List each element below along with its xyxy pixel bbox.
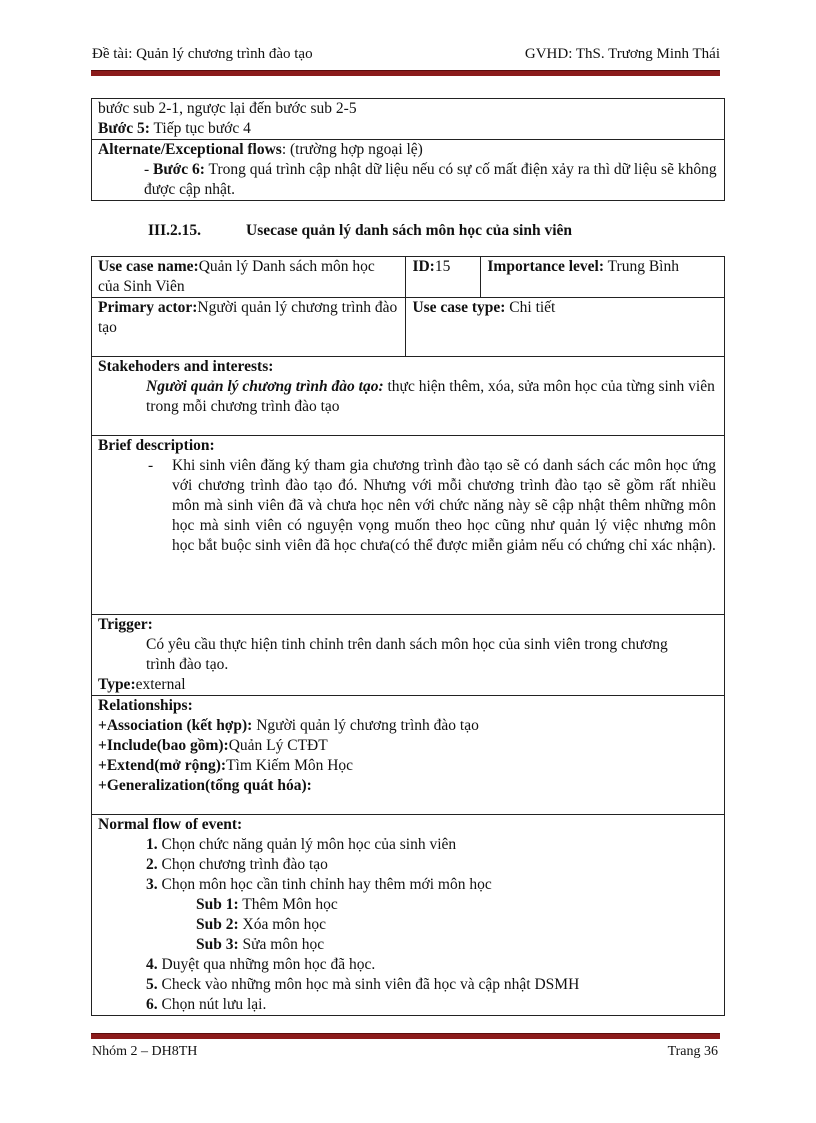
usecase-id-cell: ID:15 xyxy=(406,257,481,298)
prev-step5: Bước 5: Tiếp tục bước 4 xyxy=(98,120,251,137)
section-number: III.2.15. xyxy=(148,222,201,239)
normal-flow-cell xyxy=(92,815,725,1016)
brief-description-cell xyxy=(92,436,725,615)
normal-flow-heading: Normal flow of event: xyxy=(98,816,243,833)
header-right: GVHD: ThS. Trương Minh Thái xyxy=(524,46,720,62)
flow-substep: Sub 3: Sửa môn học xyxy=(196,936,325,953)
header-rule xyxy=(91,70,720,76)
previous-usecase-table xyxy=(91,98,725,201)
alternate-flows-heading: Alternate/Exceptional flows: (trường hợp ngoại lệ) xyxy=(98,141,423,158)
usecase-table xyxy=(91,256,725,1016)
association-line: +Association (kết hợp): Người quản lý chương trình đào tạo xyxy=(98,717,479,734)
flow-step: 6. Chọn nút lưu lại. xyxy=(146,996,267,1013)
prev-steps-cell xyxy=(92,99,725,140)
footer-right: Trang 36 xyxy=(667,1044,718,1059)
flow-substep: Sub 1: Thêm Môn học xyxy=(196,896,338,913)
section-title: Usecase quản lý danh sách môn học của sinh viên xyxy=(246,222,572,239)
generalization-line: +Generalization(tổng quát hóa): xyxy=(98,777,312,794)
importance-cell: Importance level: Trung Bình xyxy=(481,257,725,298)
header-left: Đề tài: Quản lý chương trình đào tạo xyxy=(92,46,313,62)
include-line: +Include(bao gồm):Quản Lý CTĐT xyxy=(98,737,328,754)
flow-substep: Sub 2: Xóa môn học xyxy=(196,916,327,933)
usecase-name-cell: Use case name:Quản lý Danh sách môn học của Sinh Viên xyxy=(92,257,406,298)
flow-step: 2. Chọn chương trình đào tạo xyxy=(146,856,328,873)
stakeholders-heading: Stakehoders and interests: xyxy=(98,358,274,375)
brief-body xyxy=(98,456,718,556)
flow-step: 5. Check vào những môn học mà sinh viên đã học và cập nhật DSMH xyxy=(146,976,580,993)
stakeholders-text: Người quản lý chương trình đào tạo: thực hiện thêm, xóa, sửa môn học của từng sinh viên trong mỗi chương trình đào tạo xyxy=(146,378,715,415)
prev-line: bước sub 2-1, ngược lại đến bước sub 2-5 xyxy=(98,100,357,117)
extend-line: +Extend(mở rộng):Tìm Kiếm Môn Học xyxy=(98,757,354,774)
footer-left: Nhóm 2 – DH8TH xyxy=(92,1044,198,1059)
relationships-heading: Relationships: xyxy=(98,697,193,714)
trigger-cell xyxy=(92,615,725,696)
usecase-type-cell: Use case type: Chi tiết xyxy=(406,298,725,357)
flow-step: 3. Chọn môn học cần tinh chỉnh hay thêm mới môn học xyxy=(146,876,492,893)
relationships-cell xyxy=(92,696,725,815)
stakeholders-cell xyxy=(92,357,725,436)
brief-dash: - xyxy=(148,457,154,474)
alternate-step6: - Bước 6: Trong quá trình cập nhật dữ liệu nếu có sự cố mất điện xảy ra thì dữ liệu sẽ không được cập nhật. xyxy=(144,161,717,198)
flow-step: 4. Duyệt qua những môn học đã học. xyxy=(146,956,376,973)
alternate-flows-cell xyxy=(92,140,725,201)
brief-text: Khi sinh viên đăng ký tham gia chương trình đào tạo sẽ có danh sách các môn học ứng với chương trình đào tạo đó. Nhưng với mỗi chương trình đào tạo sẽ gồm rất nhiều môn mà sinh viên đã và chưa học nên với chức năng này sẽ cập nhật thêm những môn học mà sinh viên có nguyện vọng muốn theo học cũng như quản lý việc nhưng môn học bắt buộc sinh viên đã học chưa(có thể được miễn giảm nếu có chứng chỉ xác nhận). xyxy=(172,457,716,554)
footer-rule xyxy=(91,1033,720,1039)
brief-heading: Brief description: xyxy=(98,437,215,454)
primary-actor-cell: Primary actor:Người quản lý chương trình đào tạo xyxy=(92,298,406,357)
trigger-heading: Trigger: xyxy=(98,616,153,633)
type-line: Type:external xyxy=(98,676,186,693)
flow-step: 1. Chọn chức năng quản lý môn học của sinh viên xyxy=(146,836,457,853)
trigger-text: Có yêu cầu thực hiện tinh chỉnh trên danh sách môn học của sinh viên trong chương trình đào tạo. xyxy=(146,636,668,673)
